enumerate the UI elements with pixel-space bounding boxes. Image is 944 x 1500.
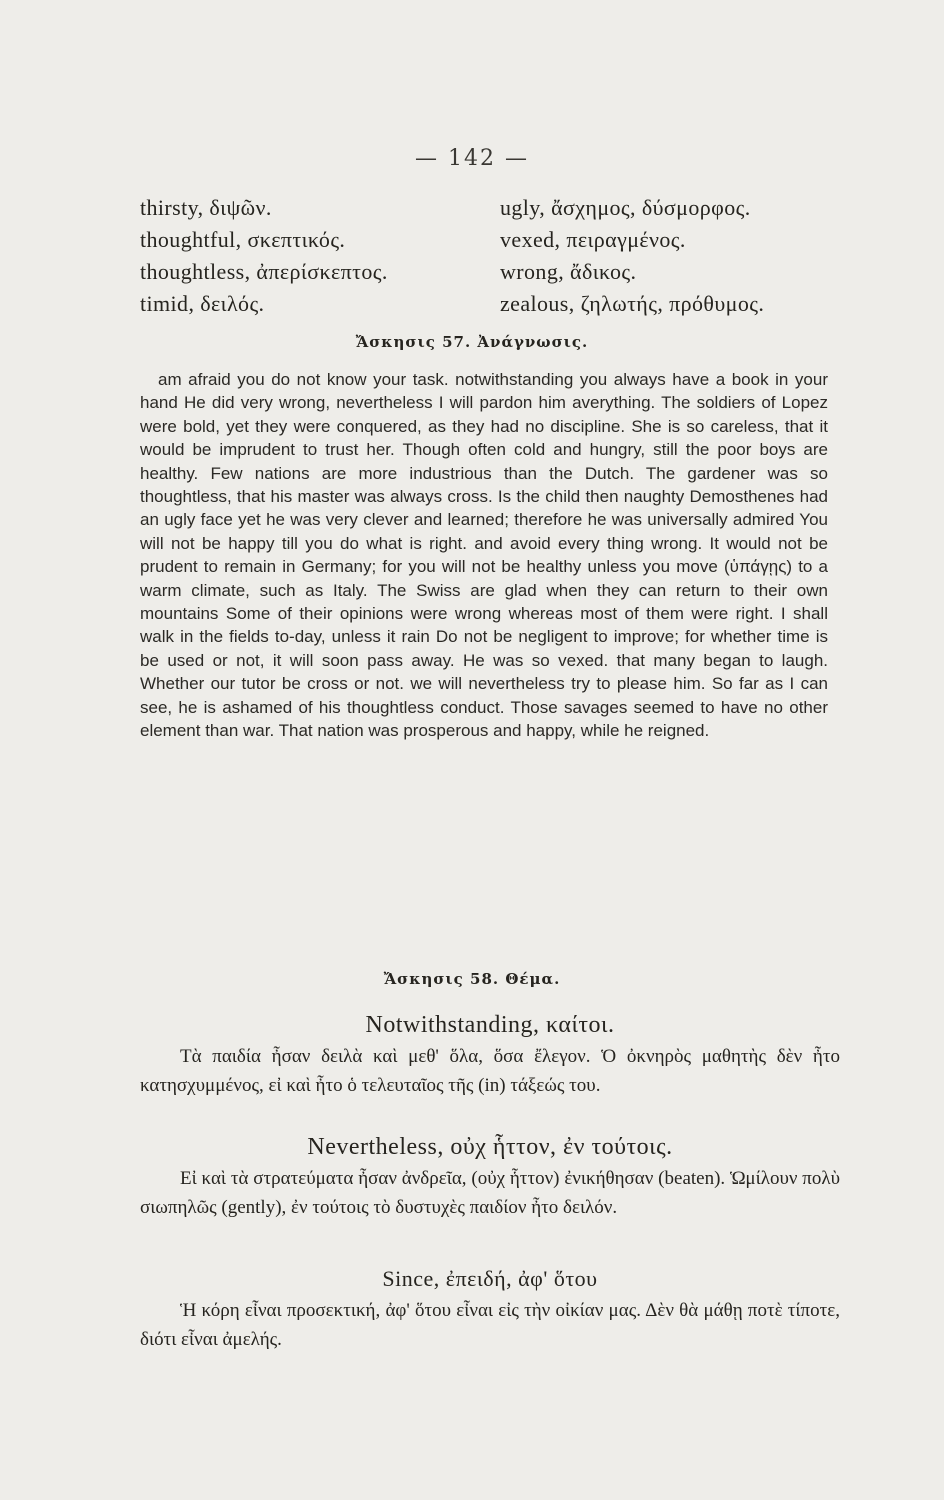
section-title: Nevertheless, οὐχ ἧττον, ἐν τούτοις. [307,1134,673,1160]
section-body: Τὰ παιδία ἦσαν δειλὰ καὶ μεθ' ὅλα, ὅσα ἔλεγον. Ὁ ὀκνηρὸς μαθητὴς δὲν ἦτο κατησχυμμένος, εἰ καὶ ἦτο ὁ τελευταῖος τῆς (in) τάξεώς του. [140,1046,840,1096]
vocab-entry: thoughtful, σκεπτικός. [140,227,346,252]
section-notwithstanding [140,1008,840,1100]
vocabulary-column-left [140,192,500,320]
vocab-entry: vexed, πειραγμένος. [500,227,686,252]
page-number: — 142 — [415,146,529,171]
section-body: Εἰ καὶ τὰ στρατεύματα ἦσαν ἀνδρεῖα, (οὐχ ἧττον) ἐνικήθησαν (beaten). Ὡμίλουν πολὺ σιωπηλῶς (gently), ἐν τούτοις τὸ δυστυχὲς παιδίον ἦτο δειλόν. [140,1168,840,1218]
vocab-entry: thoughtless, ἀπερίσκεπτος. [140,259,388,284]
vocabulary-list [140,192,840,320]
exercise-57-heading: Ἄσκησις 57. Ἀνάγνωσις. [355,333,589,351]
section-nevertheless [140,1130,840,1222]
reading-paragraph: am afraid you do not know your task. notwithstanding you always have a book in your hand He did very wrong, nevertheless I will pardon him averything. The soldiers of Lopez were bold, yet they were conquered, as they had no discipline. She is so careless, that it would be imprudent to trust her. Though often cold and hungry, still the poor boys are healthy. Few nations are more industrious than the Dutch. The gardener was so thoughtless, that his master was always cross. Is the child then naughty Demosthenes had an ugly face yet he was very clever and learned; therefore he was universally admired You will not be happy till you do what is right. and avoid every thing wrong. It would not be prudent to remain in Germany; for you will not be healthy unless you move (ὑπάγῃς) to a warm climate, such as Italy. The Swiss are glad when they can return to their own mountains Some of their opinions were wrong whereas most of them were right. I shall walk in the fields to-day, unless it rain Do not be negligent to improve; for whether time is be used or not, it will soon pass away. He was so vexed. that many began to laugh. Whether our tutor be cross or not. we will nevertheless try to please him. So far as I can see, he is ashamed of his thoughtless conduct. Those savages seemed to have no other element than war. That nation was prosperous and happy, while he reigned. [140,370,828,741]
exercise-57-reading-text [140,368,828,743]
section-body: Ἡ κόρη εἶναι προσεκτική, ἀφ' ὅτου εἶναι εἰς τὴν οἰκίαν μας. Δὲν θὰ μάθῃ ποτὲ τίποτε, διότι εἶναι ἀμελής. [140,1300,840,1350]
vocab-entry: wrong, ἄδικος. [500,259,637,284]
section-title: Since, ἐπειδή, ἀφ' ὅτου [382,1266,598,1291]
exercise-58-heading: Ἄσκησις 58. Θέμα. [383,970,561,988]
vocab-entry: ugly, ἄσχημος, δύσμορφος. [500,195,751,220]
vocab-entry: thirsty, διψῶν. [140,195,272,220]
vocabulary-column-right [500,192,840,320]
vocab-entry: timid, δειλός. [140,291,265,316]
vocab-entry: zealous, ζηλωτής, πρόθυμος. [500,291,765,316]
section-title: Notwithstanding, καίτοι. [365,1012,615,1038]
section-since [140,1262,840,1354]
